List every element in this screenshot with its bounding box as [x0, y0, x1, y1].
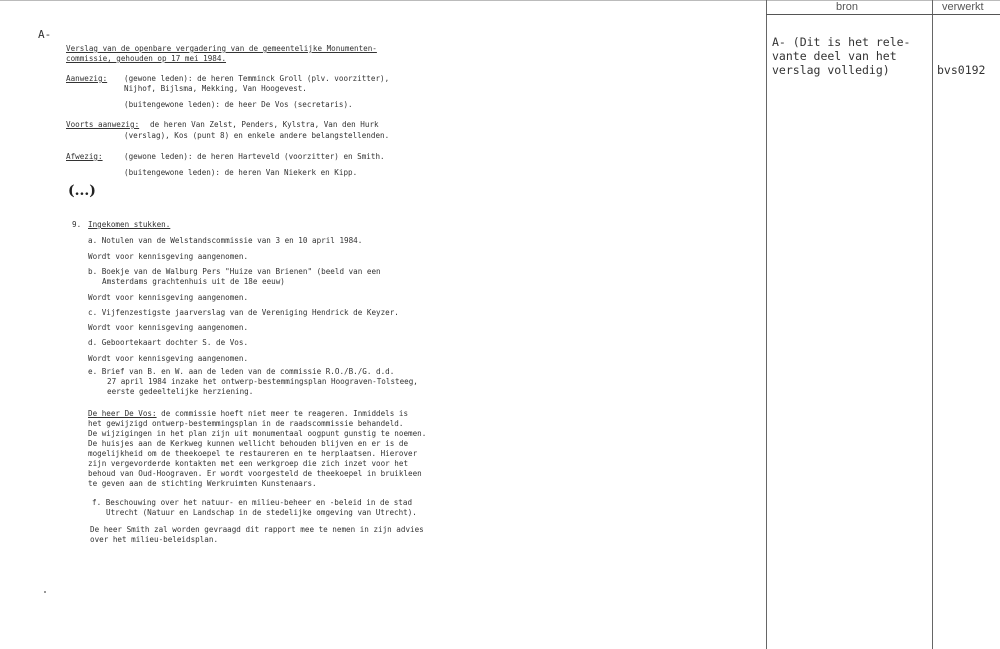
item-e-line1: e. Brief van B. en W. aan de leden van de commissie R.O./B./G. d.d.	[88, 367, 395, 376]
source-column-left-border	[766, 0, 767, 649]
closing-line1: De heer Smith zal worden gevraagd dit rapport mee te nemen in zijn advies	[90, 525, 424, 534]
item-c: c. Vijfenzestigste jaarverslag van de Vereniging Hendrick de Keyzer.	[88, 308, 399, 317]
item-b-line1: b. Boekje van de Walburg Pers "Huize van Brienen" (beeld van een	[88, 267, 381, 276]
margin-marker: A-	[38, 28, 52, 41]
discussion-line5: mogelijkheid om de theekoepel te restaureren en te herplaatsen. Hierover	[88, 449, 418, 458]
discussion-line7: behoud van Oud-Hoograven. Er wordt voorgesteld de theekoepel in bruikleen	[88, 469, 422, 478]
present-line1: (gewone leden): de heren Temminck Groll (plv. voorzitter),	[124, 74, 390, 83]
speck	[44, 591, 46, 593]
discussion-line2: het gewijzigd ontwerp-bestemmingsplan in de raadscommissie behandeld.	[88, 419, 404, 428]
speaker-name: De heer De Vos:	[88, 409, 157, 418]
absent-line1: (gewone leden): de heren Harteveld (voorzitter) en Smith.	[124, 152, 385, 161]
item-a-result: Wordt voor kennisgeving aangenomen.	[88, 252, 249, 261]
also-present-line1: de heren Van Zelst, Penders, Kylstra, Van den Hurk	[150, 120, 379, 129]
item-f-line1: f. Beschouwing over het natuur- en milieu-beheer en -beleid in de stad	[92, 498, 413, 507]
absent-line2: (buitengewone leden): de heren Van Niekerk en Kipp.	[124, 168, 358, 177]
item-d: d. Geboortekaart dochter S. de Vos.	[88, 338, 249, 347]
section-number: 9.	[72, 220, 82, 229]
item-e-line2: 27 april 1984 inzake het ontwerp-bestemmingsplan Hoograven-Tolsteeg,	[107, 377, 418, 386]
discussion-line6: zijn vergevorderde kontakten met een werkgroep die zich inzet voor het	[88, 459, 409, 468]
document-title-line2: commissie, gehouden op 17 mei 1984.	[66, 54, 227, 63]
discussion-line1	[88, 409, 408, 419]
item-d-result: Wordt voor kennisgeving aangenomen.	[88, 354, 249, 363]
present-label: Aanwezig:	[66, 74, 108, 83]
item-e-line3: eerste gedeeltelijke herziening.	[107, 387, 254, 396]
processed-column-left-border	[932, 0, 933, 649]
present-line2: Nijhof, Bijlsma, Mekking, Van Hoogevest.	[124, 84, 307, 93]
item-b-result: Wordt voor kennisgeving aangenomen.	[88, 293, 249, 302]
also-present-label: Voorts aanwezig:	[66, 120, 140, 129]
item-c-result: Wordt voor kennisgeving aangenomen.	[88, 323, 249, 332]
document-title-line1: Verslag van de openbare vergadering van de gemeentelijke Monumenten-	[66, 44, 377, 53]
section-heading: Ingekomen stukken.	[88, 220, 171, 229]
item-a: a. Notulen van de Welstandscommissie van 3 en 10 april 1984.	[88, 236, 363, 245]
column-header-source: bron	[836, 1, 859, 13]
discussion-line4: De huisjes aan de Kerkweg kunnen wellicht behouden blijven en er is de	[88, 439, 409, 448]
present-line3: (buitengewone leden): de heer De Vos (secretaris).	[124, 100, 353, 109]
discussion-line8: te geven aan de stichting Werkruimten Kunstenaars.	[88, 479, 317, 488]
discussion-line3: De wijzigingen in het plan zijn uit monumentaal oogpunt gunstig te noemen.	[88, 429, 427, 438]
closing-line2: over het milieu-beleidsplan.	[90, 535, 219, 544]
header-divider	[766, 14, 1000, 15]
source-note-line3: verslag volledig)	[772, 63, 890, 77]
omission-ellipsis: (...)	[68, 183, 96, 199]
item-f-line2: Utrecht (Natuur en Landschap in de stedelijke omgeving van Utrecht).	[106, 508, 417, 517]
also-present-line2: (verslag), Kos (punt 8) en enkele andere belangstellenden.	[124, 131, 390, 140]
source-note-line2: vante deel van het	[772, 49, 897, 63]
source-note-line1: A- (Dit is het rele-	[772, 35, 911, 49]
absent-label: Afwezig:	[66, 152, 103, 161]
processed-code: bvs0192	[937, 63, 986, 77]
item-b-line2: Amsterdams grachtenhuis uit de 18e eeuw)	[102, 277, 285, 286]
column-header-processed: verwerkt	[942, 1, 984, 13]
discussion-text-1: de commissie hoeft niet meer te reageren. Inmiddels is	[156, 409, 409, 418]
